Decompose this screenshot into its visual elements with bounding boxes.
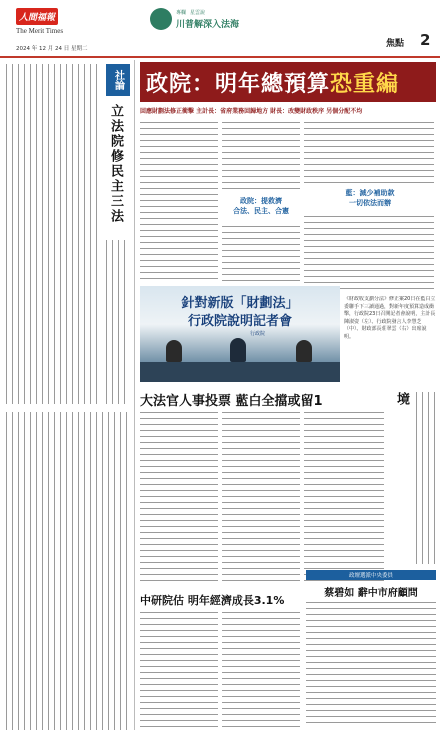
column-title: 川普解深入法海 xyxy=(176,20,240,30)
column-small: 星雲說 xyxy=(190,10,206,16)
newspaper-logo xyxy=(16,8,58,25)
logo-english: The Merit Times xyxy=(16,27,64,35)
lead-quote2-line1: 藍：減少補助款 xyxy=(345,189,395,197)
photo-caption: 《財政收支劃分法》修正案20日在藍白立委聯手下三讀通過，對新年度預算造成衝擊，行政院23日召開記者會說明，主計長陳淑姿（左）、行政院發言人李慧芝（中）、財政部長莊翠雲（右）出席說明。 xyxy=(344,296,436,340)
lead-quote1-line2: 合法、民主、合憲 xyxy=(233,207,289,215)
photo-banner-line2: 行政院說明記者會 xyxy=(187,314,292,329)
story4-headline: 境 xyxy=(394,392,409,405)
story2-body-col3 xyxy=(304,410,384,586)
column-tag: 專欄 xyxy=(176,10,187,16)
lead-headline-box xyxy=(140,62,436,102)
story2-body-col1 xyxy=(140,410,218,586)
lead-quote-box-1 xyxy=(226,196,296,220)
lead-body-col1 xyxy=(140,120,218,282)
photo-person-left xyxy=(166,340,182,362)
press-conference-photo xyxy=(140,286,340,382)
section-name: 焦點 xyxy=(386,39,405,49)
editorial-tag: 社論 xyxy=(112,70,124,90)
photo-person-center xyxy=(230,338,246,362)
photo-org: 行政院 xyxy=(250,331,266,337)
logo-text: 人間福報 xyxy=(18,13,55,23)
story5-label-bar xyxy=(306,570,436,580)
story2-body-col2 xyxy=(222,410,300,586)
masthead xyxy=(0,0,440,58)
lead-quote2-line2: 一切依法而辦 xyxy=(349,199,391,207)
masthead-rule xyxy=(0,56,440,58)
issue-date: 2024 年 12 月 24 日 星期二 xyxy=(16,46,88,52)
story5-body xyxy=(306,600,436,728)
lead-quote1-line1: 政院：提救濟 xyxy=(240,197,282,205)
story4-body xyxy=(414,392,436,564)
story3-headline: 中研院估 明年經濟成長3.1% xyxy=(140,594,285,607)
photo-person-right xyxy=(296,340,312,362)
left-lower-text xyxy=(4,412,128,730)
page-number: 2 xyxy=(420,31,431,49)
editorial-headline: 立法院修民主三法 xyxy=(108,104,123,224)
editorial-body-text-2 xyxy=(104,240,130,404)
lead-headline: 政院：明年總預算 xyxy=(146,71,331,97)
story5-label: 政壇選派中央委員 xyxy=(348,573,393,579)
editorial-column xyxy=(0,60,134,408)
left-divider xyxy=(134,60,135,730)
story3-body-col2 xyxy=(222,610,300,728)
lead-body-col2b xyxy=(222,224,300,282)
photo-desk xyxy=(140,362,340,382)
story5-headline: 蔡碧如 辭中市府顧問 xyxy=(324,588,418,599)
editorial-tag-box xyxy=(106,64,130,96)
lead-body-col2 xyxy=(222,120,300,192)
story2-headline: 大法官人事投票 藍白全擋或留1 xyxy=(140,394,323,409)
lead-subheadline: 回應財劃法修正衝擊 主計長：省府業務回歸地方 財長：改變財政秩序 另個分配不均 xyxy=(140,108,363,115)
photo-banner-line1: 針對新版「財劃法」 xyxy=(181,296,299,311)
lead-headline-red: 恐重編 xyxy=(330,71,400,97)
column-badge xyxy=(150,8,172,30)
story3-body-col1 xyxy=(140,610,218,728)
lead-body-col3 xyxy=(304,120,434,188)
lead-body-col3b xyxy=(304,214,434,294)
lead-quote-box-2 xyxy=(318,188,422,212)
editorial-body-text xyxy=(4,64,100,404)
